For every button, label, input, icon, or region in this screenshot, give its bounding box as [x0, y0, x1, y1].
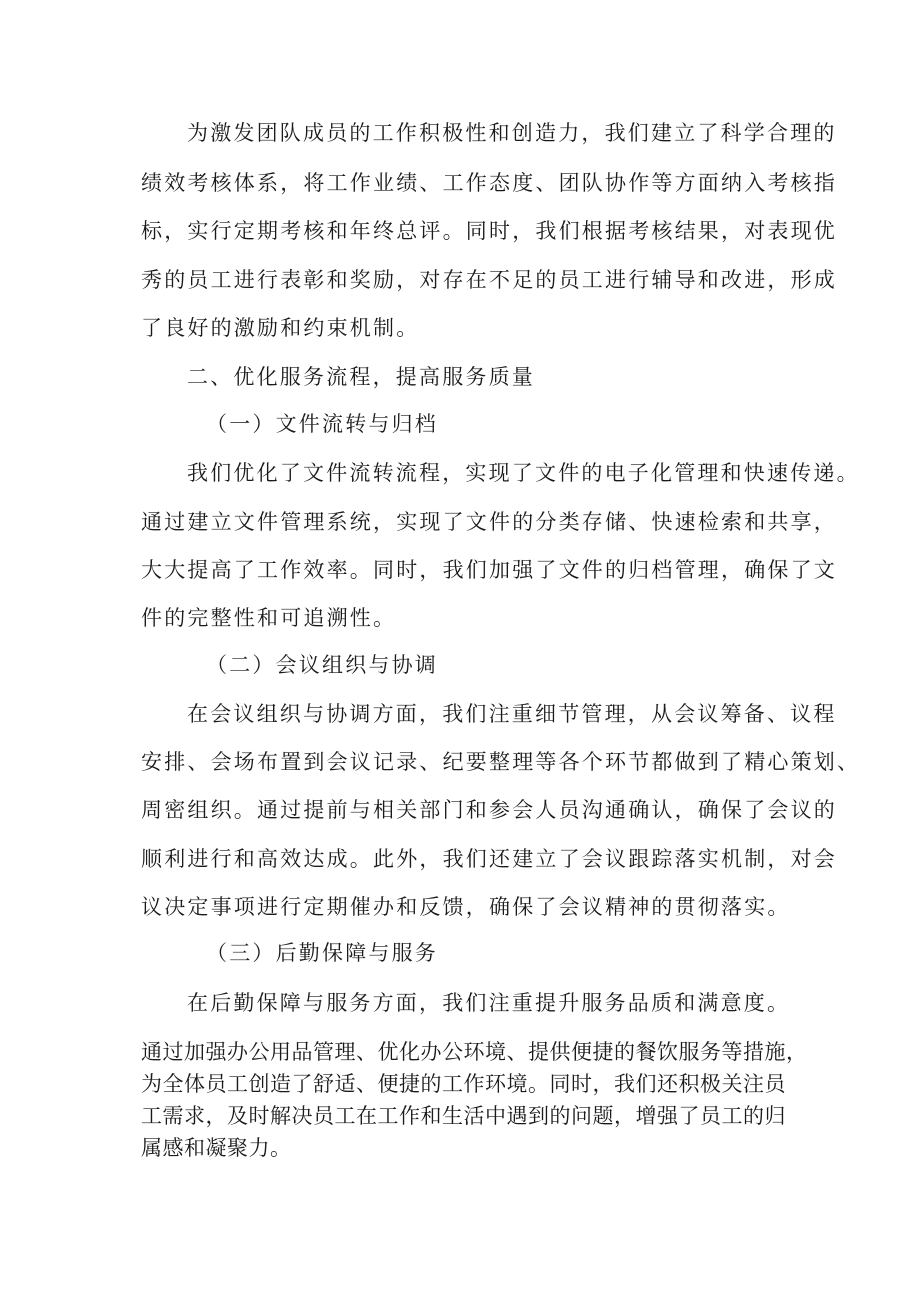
paragraph-line: 秀的员工进行表彰和奖励，对存在不足的员工进行辅导和改进，形成	[141, 268, 837, 292]
paragraph-line: 了良好的激励和约束机制。	[141, 316, 420, 340]
paragraph-line: 属感和凝聚力。	[141, 1136, 292, 1160]
section-heading: 二、优化服务流程，提高服务质量	[187, 365, 535, 389]
paragraph-line: 通过建立文件管理系统，实现了文件的分类存储、快速检索和共享，	[141, 510, 837, 534]
paragraph-line: 我们优化了文件流转流程，实现了文件的电子化管理和快速传递。	[187, 461, 860, 485]
paragraph-line: 件的完整性和可追溯性。	[141, 606, 397, 630]
paragraph-line: 安排、会场布置到会议记录、纪要整理等各个环节都做到了精心策划、	[141, 750, 861, 774]
subsection-heading: （二）会议组织与协调	[206, 653, 438, 677]
paragraph-line: 为全体员工创造了舒适、便捷的工作环境。同时，我们还积极关注员	[141, 1072, 786, 1096]
paragraph-line: 绩效考核体系，将工作业绩、工作态度、团队协作等方面纳入考核指	[141, 171, 837, 195]
paragraph-line: 在后勤保障与服务方面，我们注重提升服务品质和满意度。	[187, 991, 791, 1015]
paragraph-line: 标，实行定期考核和年终总评。同时，我们根据考核结果，对表现优	[141, 219, 837, 243]
paragraph-line: 周密组织。通过提前与相关部门和参会人员沟通确认，确保了会议的	[141, 798, 837, 822]
subsection-heading: （一）文件流转与归档	[206, 412, 438, 436]
paragraph-line: 大大提高了工作效率。同时，我们加强了文件的归档管理，确保了文	[141, 558, 837, 582]
paragraph-line: 在会议组织与协调方面，我们注重细节管理，从会议筹备、议程	[187, 702, 837, 726]
paragraph-line: 通过加强办公用品管理、优化办公环境、提供便捷的餐饮服务等措施，	[141, 1040, 808, 1064]
paragraph-line: 为激发团队成员的工作积极性和创造力，我们建立了科学合理的	[187, 121, 837, 145]
paragraph-line: 工需求，及时解决员工在工作和生活中遇到的问题，增强了员工的归	[141, 1104, 786, 1128]
paragraph-line: 顺利进行和高效达成。此外，我们还建立了会议跟踪落实机制，对会	[141, 847, 837, 871]
paragraph-line: 议决定事项进行定期催办和反馈，确保了会议精神的贯彻落实。	[141, 895, 791, 919]
subsection-heading: （三）后勤保障与服务	[206, 941, 438, 965]
